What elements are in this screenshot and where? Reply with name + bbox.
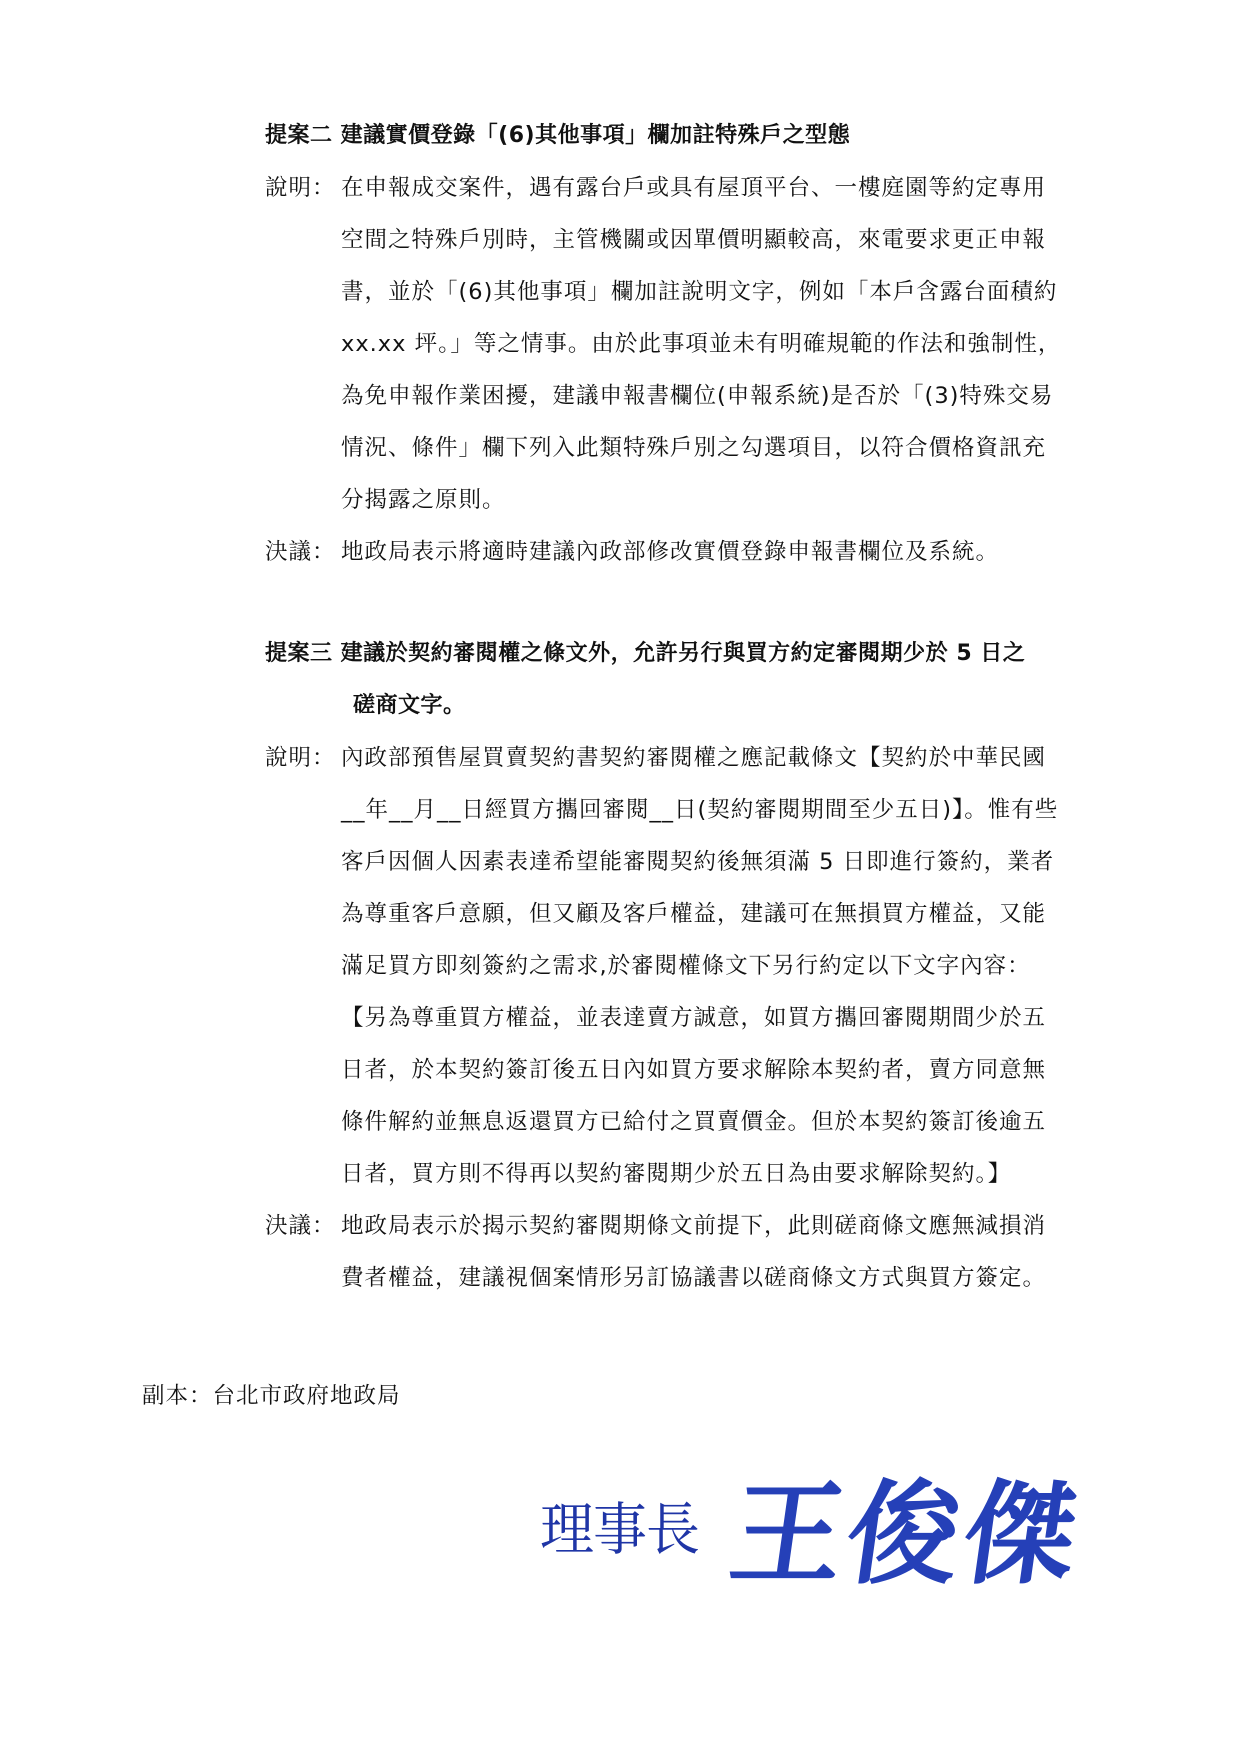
text-line: 地政局表示將適時建議內政部修改實價登錄申報書欄位及系統。 bbox=[341, 539, 1000, 565]
text-line: 日者，於本契約簽訂後五日內如買方要求解除本契約者，賣方同意無 bbox=[341, 1057, 1047, 1083]
text-line: 為尊重客戶意願，但又顧及客戶權益，建議可在無損買方權益，又能 bbox=[341, 901, 1047, 927]
text-line: 客戶因個人因素表達希望能審閱契約後無須滿 5 日即進行簽約，業者 bbox=[341, 849, 1055, 875]
resolution-label: 決議： bbox=[265, 1213, 336, 1239]
signature-stamp bbox=[540, 1445, 1120, 1605]
text-line: 為免申報作業困擾，建議申報書欄位(申報系統)是否於「(3)特殊交易 bbox=[341, 383, 1054, 409]
text-line: 分揭露之原則。 bbox=[341, 487, 506, 513]
proposal-2 bbox=[265, 110, 1095, 578]
signature-name: 王俊傑 bbox=[722, 1468, 1089, 1600]
explanation-label: 說明： bbox=[265, 745, 336, 771]
proposal-3 bbox=[265, 628, 1095, 1304]
text-line: __年__月__日經買方攜回審閱__日(契約審閱期間至少五日)】。惟有些 bbox=[341, 797, 1059, 823]
text-line: 條件解約並無息返還買方已給付之買賣價金。但於本契約簽訂後逾五 bbox=[341, 1109, 1047, 1135]
text-line: 在申報成交案件，遇有露台戶或具有屋頂平台、一樓庭園等約定專用 bbox=[341, 175, 1047, 201]
text-line: 地政局表示於揭示契約審閱期條文前提下，此則磋商條文應無減損消 bbox=[341, 1213, 1047, 1239]
explanation-body bbox=[341, 162, 1095, 526]
resolution-body bbox=[341, 1200, 1095, 1304]
proposal-2-explanation bbox=[265, 162, 1095, 526]
proposal-2-heading bbox=[265, 110, 1095, 162]
text-line: 日者，買方則不得再以契約審閱期少於五日為由要求解除契約。】 bbox=[341, 1161, 1012, 1187]
copy-to-line: 副本：台北市政府地政局 bbox=[142, 1383, 401, 1409]
proposal-3-heading bbox=[265, 628, 1095, 732]
proposal-2-resolution bbox=[265, 526, 1095, 578]
proposal-3-resolution bbox=[265, 1200, 1095, 1304]
text-line: 情況、條件」欄下列入此類特殊戶別之勾選項目，以符合價格資訊充 bbox=[341, 435, 1047, 461]
text-line: 書，並於「(6)其他事項」欄加註說明文字，例如「本戶含露台面積約 bbox=[341, 279, 1058, 305]
explanation-body bbox=[341, 732, 1095, 1200]
proposal-3-explanation bbox=[265, 732, 1095, 1200]
proposal-3-heading-line2: 磋商文字。 bbox=[353, 693, 466, 718]
signature-title: 理事長 bbox=[540, 1496, 699, 1563]
text-line: 【另為尊重買方權益，並表達賣方誠意，如買方攜回審閱期間少於五 bbox=[341, 1005, 1047, 1031]
text-line: 空間之特殊戶別時，主管機關或因單價明顯較高，來電要求更正申報 bbox=[341, 227, 1047, 253]
text-line: 內政部預售屋買賣契約書契約審閱權之應記載條文【契約於中華民國 bbox=[341, 745, 1047, 771]
explanation-label: 說明： bbox=[265, 175, 336, 201]
text-line: 滿足買方即刻簽約之需求,於審閱權條文下另行約定以下文字內容： bbox=[341, 953, 1031, 979]
proposal-2-heading-text: 提案二 建議實價登錄「(6)其他事項」欄加註特殊戶之型態 bbox=[265, 123, 851, 148]
proposal-3-heading-line1: 提案三 建議於契約審閱權之條文外，允許另行與買方約定審閱期少於 5 日之 bbox=[265, 641, 1026, 666]
resolution-label: 決議： bbox=[265, 539, 336, 565]
resolution-body bbox=[341, 526, 1095, 578]
text-line: xx.xx 坪。」等之情事。由於此事項並未有明確規範的作法和強制性， bbox=[341, 331, 1062, 357]
text-line: 費者權益，建議視個案情形另訂協議書以磋商條文方式與買方簽定。 bbox=[341, 1265, 1047, 1291]
